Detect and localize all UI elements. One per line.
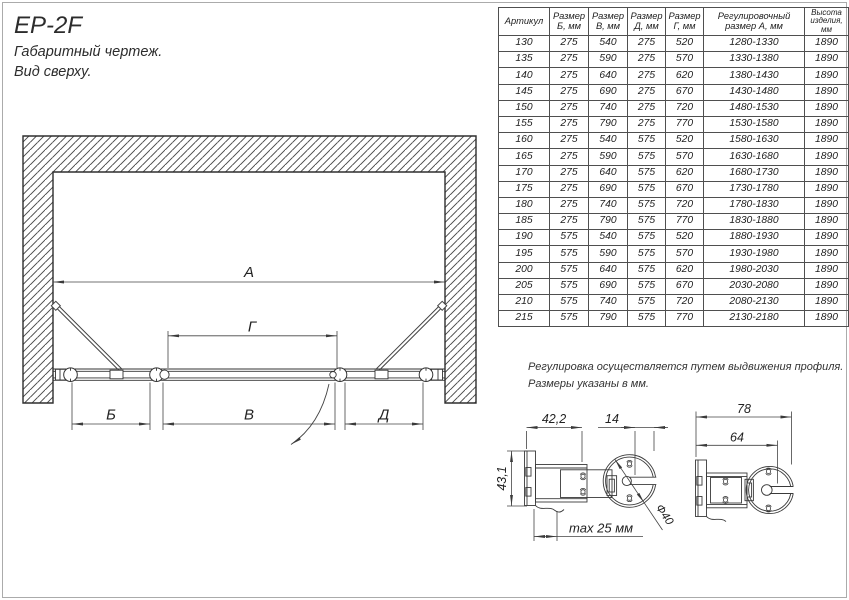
- wall-bracket: [525, 451, 536, 506]
- cell-size-d: 275: [628, 84, 666, 100]
- door-panel-left: [51, 301, 122, 371]
- cell-article: 130: [499, 36, 550, 52]
- model-title: EP-2F: [14, 12, 83, 39]
- cell-size-g: 620: [666, 68, 704, 84]
- cell-size-d: 575: [628, 262, 666, 278]
- roller-hub: [330, 372, 336, 378]
- screw-icon: [766, 505, 771, 512]
- cell-size-v: 740: [589, 100, 628, 116]
- cell-height: 1890: [805, 181, 849, 197]
- cell-adjust-a: 1330-1380: [704, 52, 805, 68]
- cell-size-d: 575: [628, 311, 666, 327]
- column-header-d: Размер Д, мм: [628, 8, 666, 36]
- cell-height: 1890: [805, 149, 849, 165]
- cell-height: 1890: [805, 133, 849, 149]
- cell-size-g: 720: [666, 295, 704, 311]
- cell-size-d: 275: [628, 100, 666, 116]
- cell-size-g: 770: [666, 214, 704, 230]
- cell-height: 1890: [805, 165, 849, 181]
- cell-height: 1890: [805, 197, 849, 213]
- cell-article: 145: [499, 84, 550, 100]
- cell-size-v: 640: [589, 68, 628, 84]
- cell-size-d: 575: [628, 246, 666, 262]
- cell-adjust-a: 1880-1930: [704, 230, 805, 246]
- cell-height: 1890: [805, 311, 849, 327]
- cell-article: 215: [499, 311, 550, 327]
- cell-size-d: 275: [628, 68, 666, 84]
- cell-adjust-a: 1930-1980: [704, 246, 805, 262]
- cell-adjust-a: 2030-2080: [704, 278, 805, 294]
- dim-label-14: 14: [605, 412, 619, 426]
- dim-label-43: 43,1: [495, 466, 509, 491]
- cell-height: 1890: [805, 116, 849, 132]
- cell-article: 205: [499, 278, 550, 294]
- cell-size-g: 570: [666, 149, 704, 165]
- screw-icon: [580, 488, 585, 495]
- cell-size-v: 790: [589, 116, 628, 132]
- cell-article: 150: [499, 100, 550, 116]
- dim-label-42: 42,2: [541, 412, 567, 426]
- dim-label-v: В: [243, 406, 255, 424]
- break-line: [536, 506, 565, 513]
- cell-adjust-a: 1680-1730: [704, 165, 805, 181]
- cell-height: 1890: [805, 68, 849, 84]
- cell-size-d: 275: [628, 52, 666, 68]
- cell-height: 1890: [805, 36, 849, 52]
- cell-height: 1890: [805, 262, 849, 278]
- cell-article: 165: [499, 149, 550, 165]
- cell-size-b: 275: [550, 100, 589, 116]
- cell-adjust-a: 1730-1780: [704, 181, 805, 197]
- cell-size-g: 520: [666, 133, 704, 149]
- cell-size-b: 275: [550, 165, 589, 181]
- cell-size-g: 720: [666, 100, 704, 116]
- column-header-a: Регулировочный размер А, мм: [704, 8, 805, 36]
- cell-adjust-a: 1780-1830: [704, 197, 805, 213]
- profile-detail-right: [696, 402, 796, 522]
- cell-adjust-a: 1530-1580: [704, 116, 805, 132]
- cell-size-b: 575: [550, 295, 589, 311]
- door-panel-right: [376, 301, 447, 371]
- cell-size-v: 790: [589, 214, 628, 230]
- cell-adjust-a: 1280-1330: [704, 36, 805, 52]
- cell-size-g: 670: [666, 278, 704, 294]
- cell-adjust-a: 1630-1680: [704, 149, 805, 165]
- dim-label-max25: max 25 мм: [568, 520, 634, 536]
- cell-size-b: 575: [550, 311, 589, 327]
- door-swing-arrow: [291, 384, 329, 445]
- cell-size-b: 275: [550, 68, 589, 84]
- drawing-type-label: Габаритный чертеж.: [14, 44, 163, 60]
- cell-adjust-a: 1480-1530: [704, 100, 805, 116]
- screw-icon: [580, 473, 585, 480]
- cell-article: 155: [499, 116, 550, 132]
- dim-label-a: А: [243, 264, 255, 281]
- cell-article: 190: [499, 230, 550, 246]
- cell-height: 1890: [805, 52, 849, 68]
- cell-adjust-a: 2130-2180: [704, 311, 805, 327]
- screw-icon: [627, 495, 632, 502]
- cell-article: 185: [499, 214, 550, 230]
- cell-size-g: 520: [666, 230, 704, 246]
- cell-article: 170: [499, 165, 550, 181]
- cell-size-v: 690: [589, 278, 628, 294]
- cell-article: 175: [499, 181, 550, 197]
- cell-size-b: 575: [550, 246, 589, 262]
- cell-size-v: 640: [589, 165, 628, 181]
- cell-size-v: 790: [589, 311, 628, 327]
- roller-icon: [64, 368, 78, 382]
- cell-size-d: 575: [628, 295, 666, 311]
- cell-size-g: 570: [666, 246, 704, 262]
- cell-size-v: 540: [589, 230, 628, 246]
- cell-adjust-a: 1380-1430: [704, 68, 805, 84]
- cell-size-d: 575: [628, 197, 666, 213]
- cell-size-b: 275: [550, 181, 589, 197]
- screw-icon: [766, 468, 771, 475]
- cell-article: 160: [499, 133, 550, 149]
- cell-size-g: 770: [666, 116, 704, 132]
- cell-size-b: 275: [550, 149, 589, 165]
- cell-size-d: 575: [628, 149, 666, 165]
- dim-label-diameter: Ф40: [653, 502, 676, 528]
- dim-label-b: Б: [106, 406, 116, 424]
- cell-height: 1890: [805, 214, 849, 230]
- break-line: [707, 517, 727, 522]
- cell-article: 140: [499, 68, 550, 84]
- cell-article: 200: [499, 262, 550, 278]
- panel-bracket-right: [375, 370, 388, 379]
- cell-height: 1890: [805, 84, 849, 100]
- cell-size-d: 575: [628, 230, 666, 246]
- column-header-article: Артикул: [499, 8, 550, 36]
- cell-size-b: 575: [550, 278, 589, 294]
- cell-size-d: 575: [628, 133, 666, 149]
- cell-size-v: 740: [589, 197, 628, 213]
- cell-size-g: 620: [666, 165, 704, 181]
- cell-size-b: 575: [550, 230, 589, 246]
- cell-height: 1890: [805, 230, 849, 246]
- adjustment-note: Регулировка осуществляется путем выдвижения профиля.: [528, 361, 844, 373]
- cell-size-b: 275: [550, 52, 589, 68]
- roller-icon: [419, 368, 433, 382]
- cell-size-d: 275: [628, 36, 666, 52]
- units-note: Размеры указаны в мм.: [528, 378, 649, 390]
- cell-size-b: 275: [550, 214, 589, 230]
- column-header-b: Размер Б, мм: [550, 8, 589, 36]
- dim-label-g: Г: [247, 318, 257, 336]
- wall-bracket: [696, 460, 707, 517]
- cell-size-g: 770: [666, 311, 704, 327]
- cell-size-g: 670: [666, 84, 704, 100]
- cell-article: 180: [499, 197, 550, 213]
- cell-size-d: 275: [628, 116, 666, 132]
- cell-size-d: 575: [628, 278, 666, 294]
- panel-bracket-left: [110, 370, 123, 379]
- cell-size-g: 670: [666, 181, 704, 197]
- cell-size-v: 590: [589, 149, 628, 165]
- cell-size-b: 275: [550, 36, 589, 52]
- cell-height: 1890: [805, 100, 849, 116]
- profile-detail-left: [495, 412, 676, 541]
- cell-size-g: 720: [666, 197, 704, 213]
- cell-size-b: 275: [550, 84, 589, 100]
- screw-icon: [723, 478, 728, 485]
- cell-adjust-a: 1980-2030: [704, 262, 805, 278]
- cell-size-g: 570: [666, 52, 704, 68]
- column-header-v: Размер В, мм: [589, 8, 628, 36]
- roller-hub: [160, 370, 169, 379]
- cell-adjust-a: 1830-1880: [704, 214, 805, 230]
- cell-size-v: 740: [589, 295, 628, 311]
- cell-size-d: 575: [628, 165, 666, 181]
- cell-size-v: 590: [589, 246, 628, 262]
- dim-ext-g: [168, 331, 337, 368]
- view-label: Вид сверху.: [14, 64, 92, 80]
- cell-size-v: 690: [589, 181, 628, 197]
- column-header-height: Высота изделия, мм: [805, 8, 849, 36]
- cell-size-v: 540: [589, 36, 628, 52]
- cell-height: 1890: [805, 278, 849, 294]
- cell-size-b: 275: [550, 197, 589, 213]
- cell-article: 135: [499, 52, 550, 68]
- cell-size-v: 640: [589, 262, 628, 278]
- cell-adjust-a: 1580-1630: [704, 133, 805, 149]
- cell-article: 210: [499, 295, 550, 311]
- screw-icon: [723, 497, 728, 504]
- column-header-g: Размер Г, мм: [666, 8, 704, 36]
- cell-adjust-a: 2080-2130: [704, 295, 805, 311]
- dim-label-78: 78: [737, 402, 751, 416]
- cell-size-v: 590: [589, 52, 628, 68]
- cell-height: 1890: [805, 295, 849, 311]
- cell-article: 195: [499, 246, 550, 262]
- cell-size-v: 690: [589, 84, 628, 100]
- screw-icon: [627, 460, 632, 467]
- dim-label-d: Д: [378, 406, 390, 424]
- top-view: [23, 136, 476, 445]
- cell-size-b: 575: [550, 262, 589, 278]
- cell-size-g: 520: [666, 36, 704, 52]
- dim-label-64: 64: [730, 430, 744, 445]
- cell-size-b: 275: [550, 133, 589, 149]
- cell-size-g: 620: [666, 262, 704, 278]
- cell-size-d: 575: [628, 214, 666, 230]
- cell-size-d: 575: [628, 181, 666, 197]
- cell-adjust-a: 1430-1480: [704, 84, 805, 100]
- cell-size-b: 275: [550, 116, 589, 132]
- cell-height: 1890: [805, 246, 849, 262]
- cell-size-v: 540: [589, 133, 628, 149]
